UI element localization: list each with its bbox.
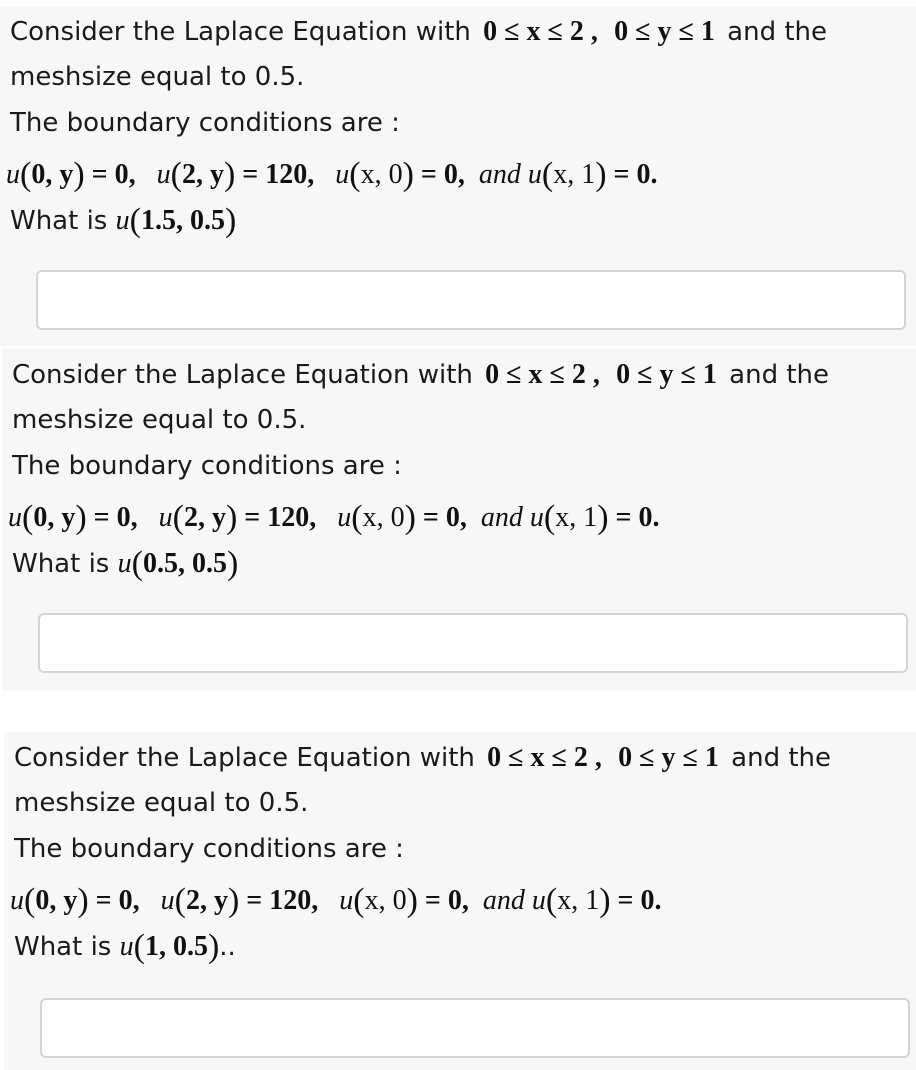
intro-line	[14, 744, 831, 772]
boundary-conditions: u(0, y) = 0, u(2, y) = 120, u(x, 0) = 0, and u(x, 1) = 0.	[6, 156, 658, 193]
boundary-conditions: u(0, y) = 0, u(2, y) = 120, u(x, 0) = 0, and u(x, 1) = 0.	[10, 882, 662, 919]
boundary-conditions: u(0, y) = 0, u(2, y) = 120, u(x, 0) = 0, and u(x, 1) = 0.	[8, 499, 660, 536]
ask-fn: u	[117, 548, 132, 579]
and-the-text: and the	[729, 360, 830, 390]
meshsize-line: meshsize equal to 0.5.	[12, 405, 307, 435]
question-line: What is u(1.5, 0.5)	[10, 202, 237, 239]
meshsize-line: meshsize equal to 0.5.	[10, 62, 305, 92]
domain-y: 0 ≤ y ≤ 1	[618, 742, 719, 773]
and-the-text: and the	[731, 743, 832, 773]
bc-label: The boundary conditions are :	[12, 451, 402, 481]
question-block-2	[2, 349, 916, 691]
ask-args: 0.5, 0.5	[142, 548, 227, 579]
ask-prefix: What is	[10, 206, 108, 236]
domain-x: 0 ≤ x ≤ 2 ,	[483, 16, 598, 47]
answer-input[interactable]	[38, 613, 908, 673]
question-block-3	[4, 732, 916, 1070]
question-line: What is u(1, 0.5)..	[14, 928, 236, 965]
domain-y: 0 ≤ y ≤ 1	[616, 359, 717, 390]
ask-args: 1, 0.5	[144, 931, 208, 962]
question-block-1	[0, 6, 916, 346]
intro-text: Consider the Laplace Equation with	[14, 743, 475, 773]
answer-input[interactable]	[36, 270, 906, 330]
ask-prefix: What is	[14, 932, 112, 962]
ask-args: 1.5, 0.5	[140, 205, 225, 236]
meshsize-line: meshsize equal to 0.5.	[14, 788, 309, 818]
domain-x: 0 ≤ x ≤ 2 ,	[485, 359, 600, 390]
question-line: What is u(0.5, 0.5)	[12, 545, 239, 582]
intro-text: Consider the Laplace Equation with	[12, 360, 473, 390]
intro-line	[12, 361, 829, 389]
ask-prefix: What is	[12, 549, 110, 579]
ask-fn: u	[115, 205, 130, 236]
and-the-text: and the	[727, 17, 828, 47]
bc-label: The boundary conditions are :	[10, 108, 400, 138]
ask-suffix: ..	[219, 932, 236, 962]
bc-label: The boundary conditions are :	[14, 834, 404, 864]
domain-x: 0 ≤ x ≤ 2 ,	[487, 742, 602, 773]
answer-input[interactable]	[40, 998, 910, 1058]
intro-text: Consider the Laplace Equation with	[10, 17, 471, 47]
domain-y: 0 ≤ y ≤ 1	[614, 16, 715, 47]
ask-fn: u	[119, 931, 134, 962]
intro-line	[10, 18, 827, 46]
